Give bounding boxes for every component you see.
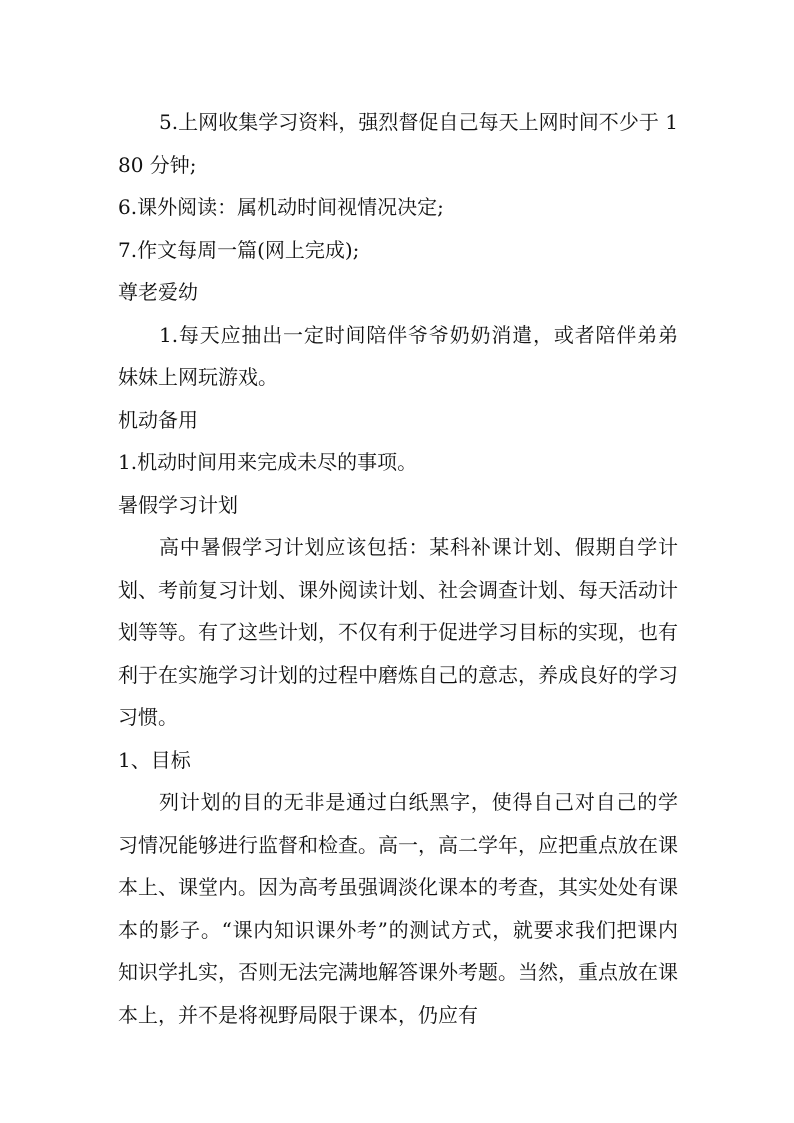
- heading-goal: 1、目标: [118, 747, 191, 772]
- heading-summer-plan: 暑假学习计划: [118, 492, 238, 517]
- paragraph-goal: 列计划的目的无非是通过白纸黑字，使得自己对自己的学习情况能够进行监督和检查。高一，高二学年，应把重点放在课本上、课堂内。因为高考虽强调淡化课本的考查，其实处处有课本的影子。“课内知识课外考”的测试方式，就要求我们把课内知识学扎实，否则无法完满地解答课外考题。当然，重点放在课本上，并不是将视野局限于课本，仍应有: [118, 790, 678, 1027]
- paragraph-accompany-family: 1.每天应抽出一定时间陪伴爷爷奶奶消遣，或者陪伴弟弟妹妹上网玩游戏。: [118, 322, 678, 389]
- paragraph-summer-plan: 高中暑假学习计划应该包括：某科补课计划、假期自学计划、考前复习计划、课外阅读计划、社会调查计划、每天活动计划等等。有了这些计划，不仅有利于促进学习目标的实现，也有利于在实施学习计划的过程中磨炼自己的意志，养成良好的学习习惯。: [118, 535, 678, 729]
- paragraph-flexible-time: 1.机动时间用来完成未尽的事项。: [118, 450, 418, 474]
- paragraph-extracurricular-reading: 6.课外阅读：属机动时间视情况决定;: [118, 195, 444, 219]
- paragraph-weekly-essay: 7.作文每周一篇(网上完成);: [118, 237, 360, 262]
- document-body: [118, 101, 678, 1036]
- heading-respect-elders: 尊老爱幼: [118, 280, 198, 304]
- heading-flexible-time: 机动备用: [118, 407, 198, 432]
- paragraph-internet-study: 5.上网收集学习资料，强烈督促自己每天上网时间不少于 180 分钟;: [118, 110, 678, 177]
